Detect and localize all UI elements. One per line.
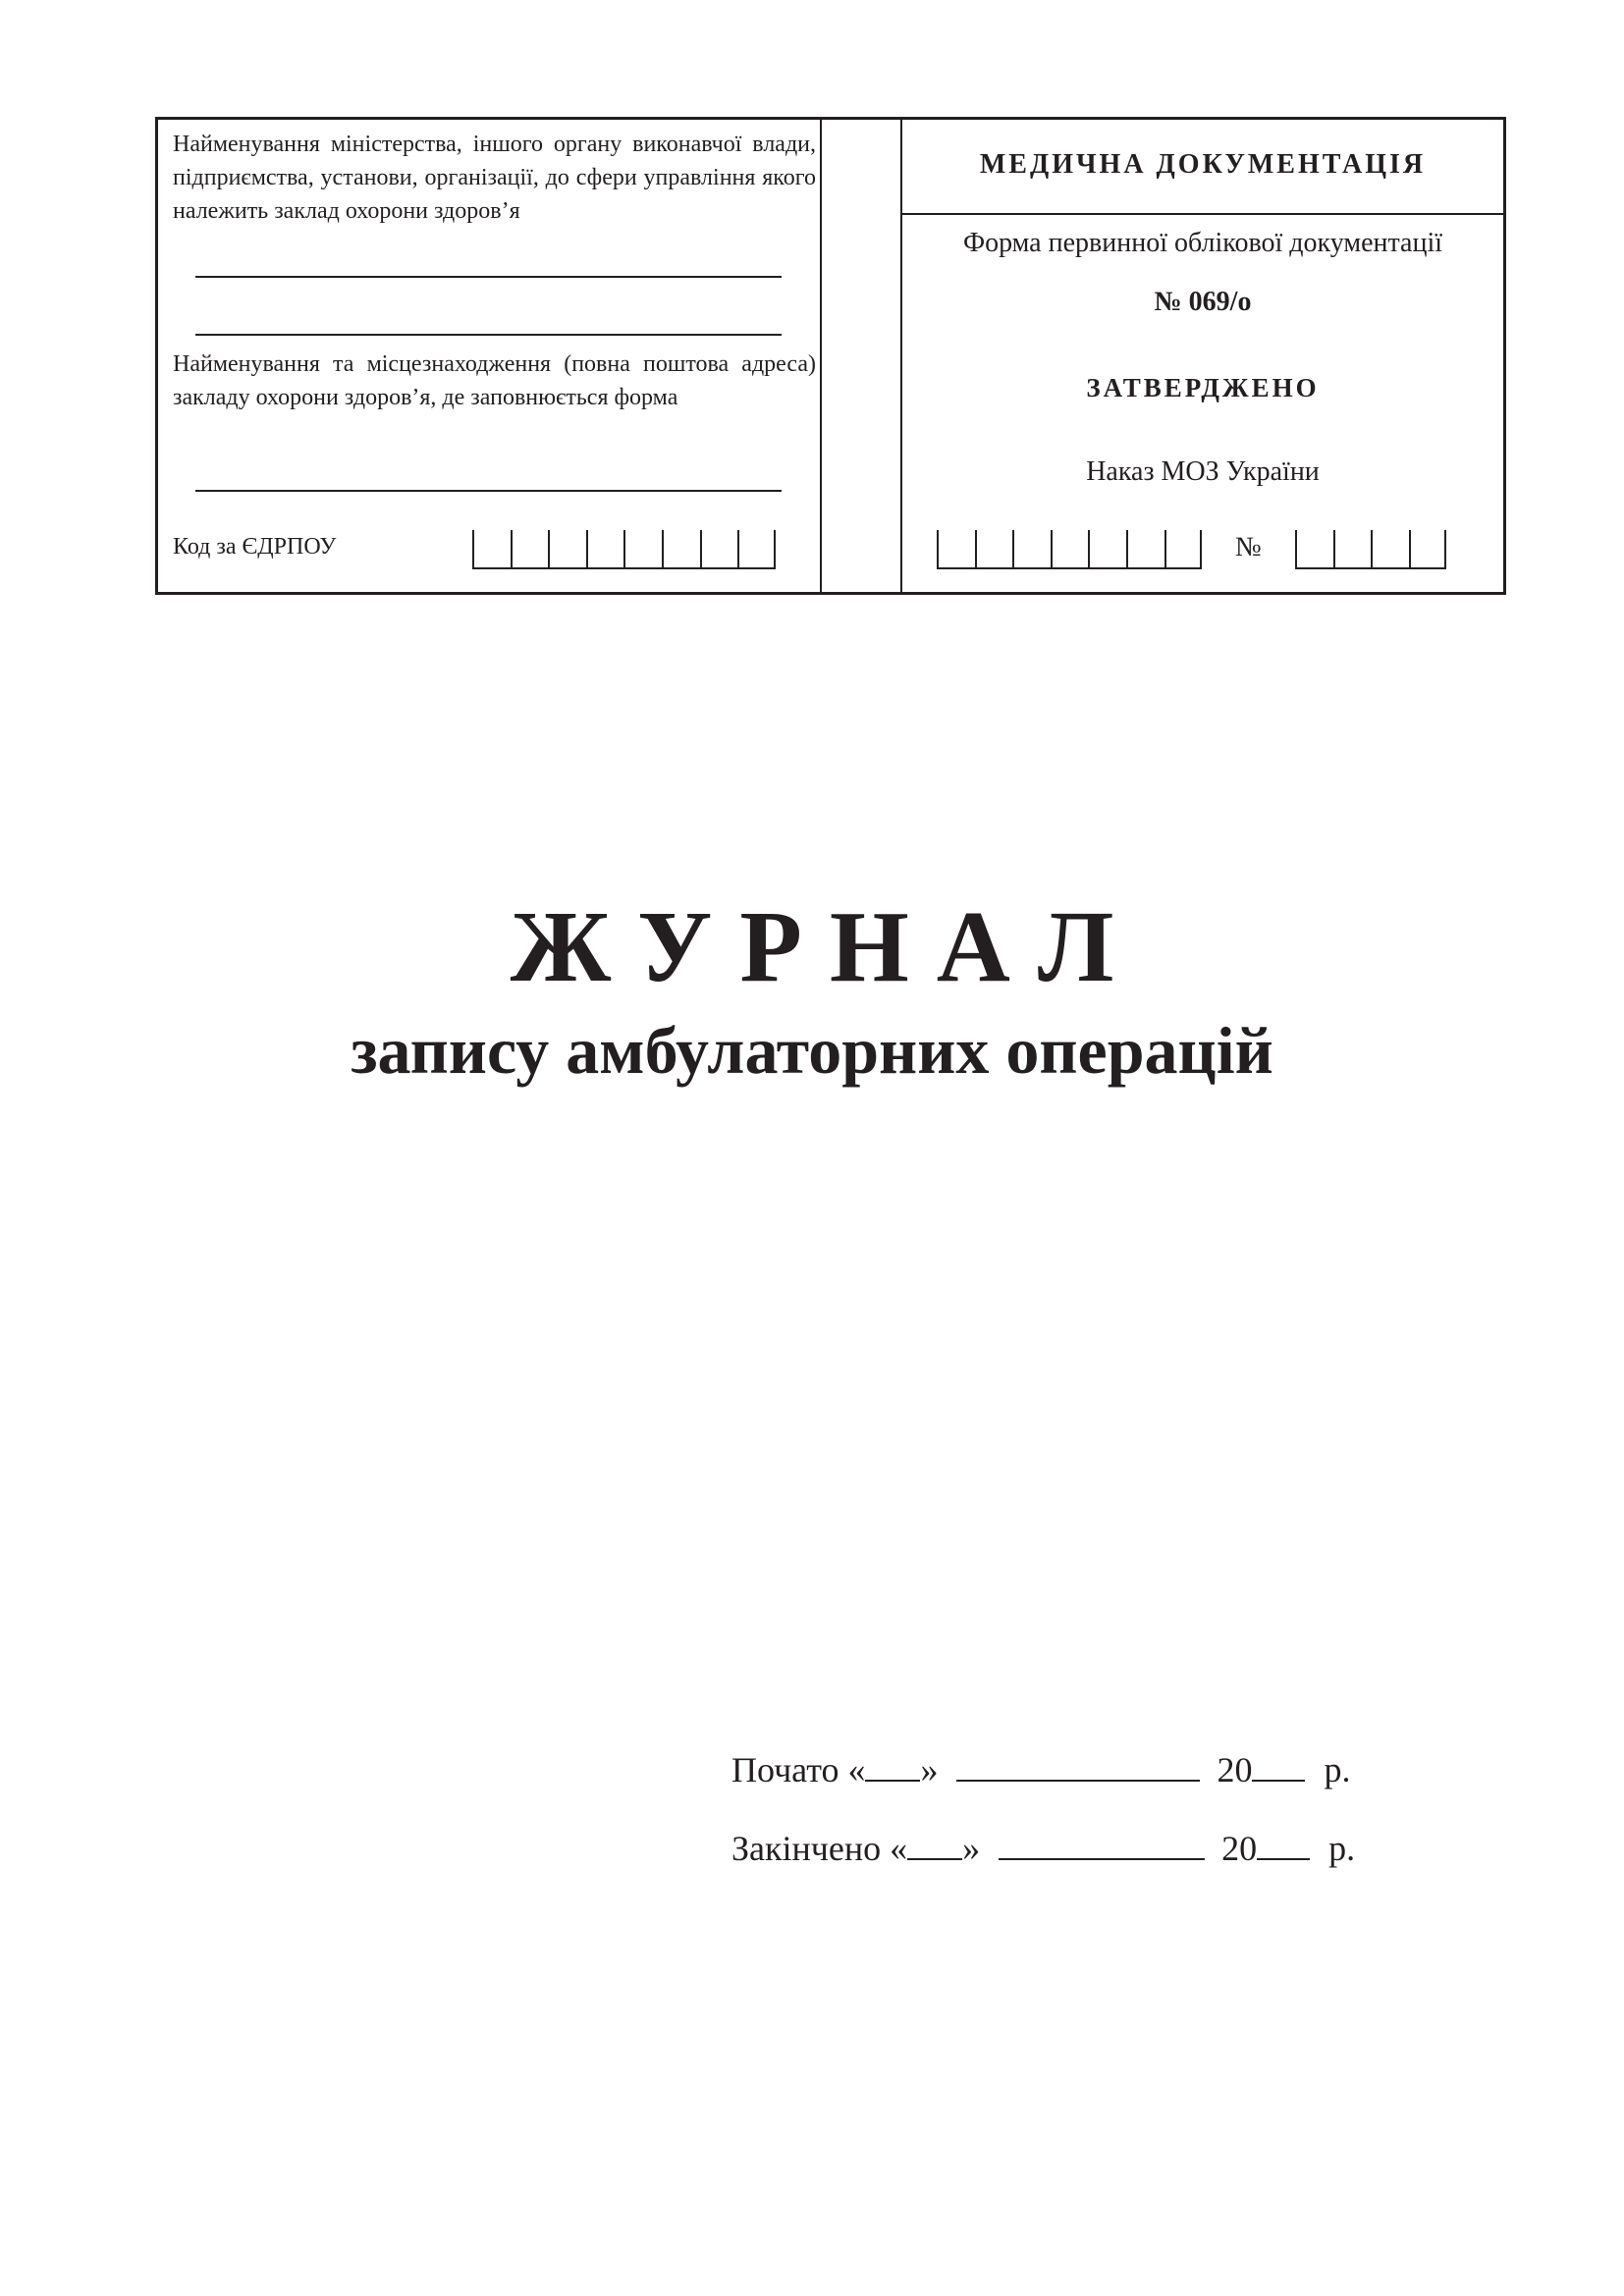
started-label: Почато « <box>731 1750 866 1789</box>
journal-title: ЖУРНАЛ <box>510 890 1142 1003</box>
started-day-field[interactable] <box>865 1750 920 1782</box>
facility-fill-line[interactable] <box>195 490 782 492</box>
finished-label: Закінчено « <box>731 1829 908 1868</box>
ministry-fill-line-2[interactable] <box>195 334 782 336</box>
finished-year-suffix: р. <box>1328 1829 1356 1868</box>
med-doc-title: МЕДИЧНА ДОКУМЕНТАЦІЯ <box>979 149 1427 180</box>
started-close-quote: » <box>920 1750 939 1789</box>
facility-label: Найменування та місцезнаходження (повна поштова адреса) закладу охорони здоров’я, де заповнюється форма <box>173 351 816 410</box>
med-doc-divider <box>900 213 1503 215</box>
edrpou-code-cells[interactable] <box>472 530 776 569</box>
journal-subtitle: запису амбулаторних операцій <box>351 1013 1273 1088</box>
ministry-label: Найменування міністерства, іншого органу виконавчої влади, підприємства, установи, організації, до сфери управління якого належить заклад охорони здоров’я <box>173 132 816 224</box>
started-month-field[interactable] <box>956 1750 1200 1782</box>
finished-year-prefix: 20 <box>1221 1829 1258 1868</box>
order-date-cells[interactable] <box>937 530 1202 569</box>
form-line: Форма первинної облікової документації <box>962 228 1443 258</box>
form-header-box <box>155 117 1506 595</box>
started-date-line <box>731 1749 1350 1790</box>
finished-close-quote: » <box>962 1829 981 1868</box>
finished-month-field[interactable] <box>999 1829 1205 1860</box>
finished-day-field[interactable] <box>907 1829 962 1860</box>
order-number-cells[interactable] <box>1295 530 1446 569</box>
column-divider-left <box>820 120 822 592</box>
ministry-fill-line-1[interactable] <box>195 276 782 278</box>
started-year-suffix: р. <box>1324 1750 1351 1789</box>
order-label: Наказ МОЗ України <box>1086 456 1320 487</box>
approved-label: ЗАТВЕРДЖЕНО <box>1086 373 1320 402</box>
started-year-field[interactable] <box>1252 1750 1305 1782</box>
order-number-sign: № <box>1235 532 1262 562</box>
edrpou-label: Код за ЄДРПОУ <box>173 534 337 560</box>
column-divider-right <box>900 120 902 592</box>
finished-date-line <box>731 1828 1355 1869</box>
started-year-prefix: 20 <box>1217 1750 1253 1789</box>
form-number: № 069/о <box>1154 287 1252 317</box>
finished-year-field[interactable] <box>1257 1829 1310 1860</box>
